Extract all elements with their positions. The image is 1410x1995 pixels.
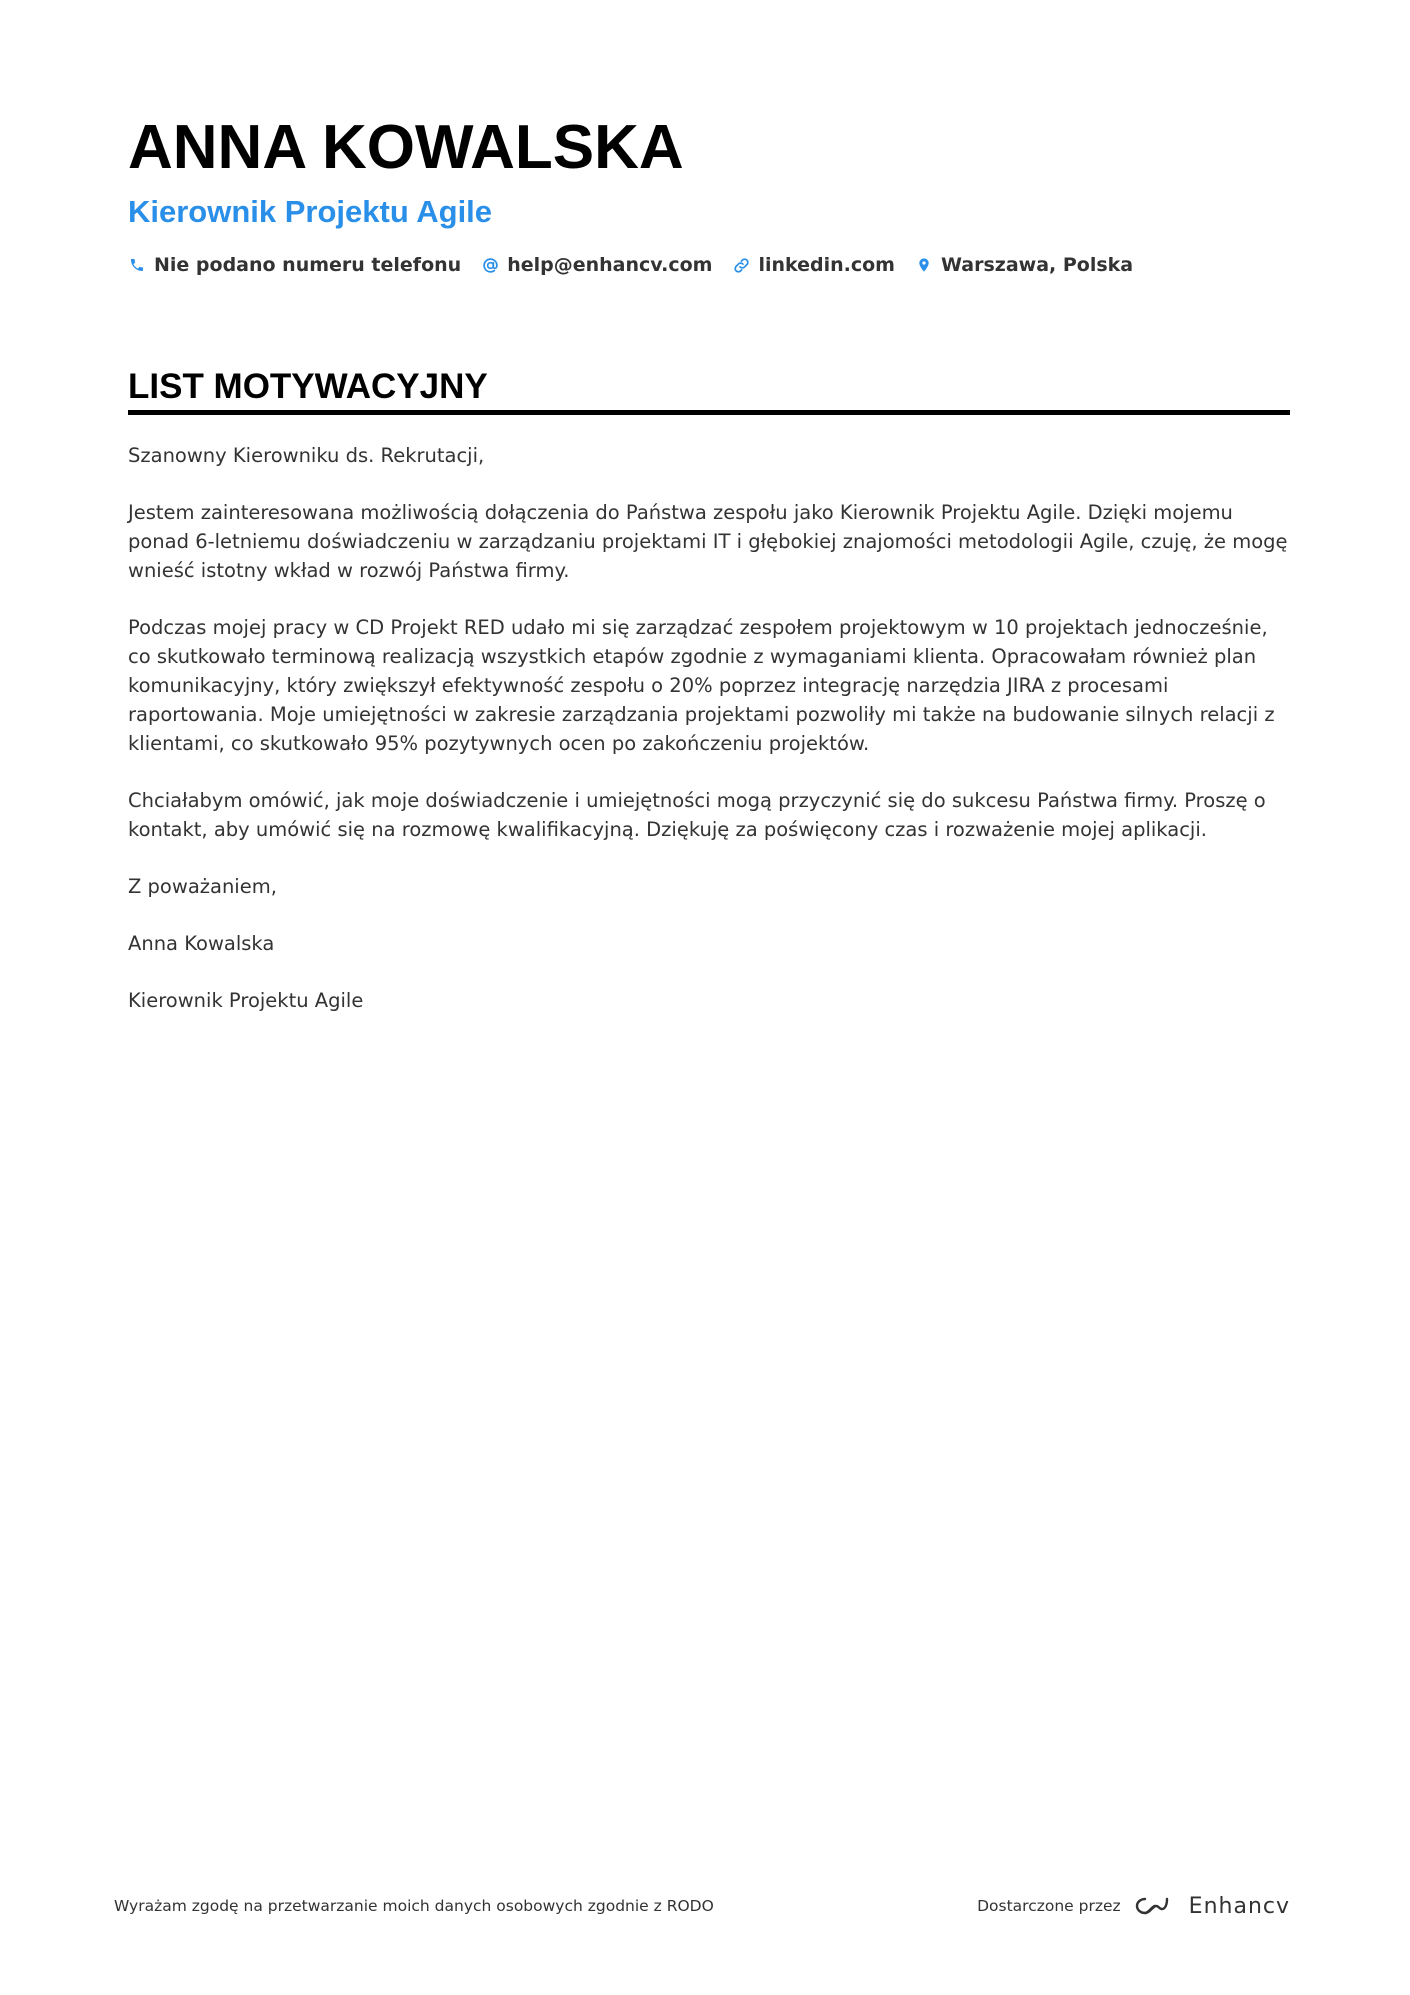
enhancv-logo-icon xyxy=(1131,1893,1179,1919)
brand-name[interactable]: Enhancv xyxy=(1188,1893,1290,1919)
footer xyxy=(114,1893,1290,1919)
letter-paragraph: Podczas mojej pracy w CD Projekt RED udało mi się zarządzać zespołem projektowym w 10 projektach jednocześnie, co skutkowało terminową realizacją wszystkich etapów zgodnie z wymaganiami klienta. Opracowałam również plan komunikacyjny, który zwiększył efektywność zespołu o 20% poprzez integrację narzędzia JIRA z procesami raportowania. Moje umiejętności w zakresie zarządzania projektami pozwoliły mi także na budowanie silnych relacji z klientami, co skutkowało 95% pozytywnych ocen po zakończeniu projektów. xyxy=(128,616,1275,755)
email-text[interactable]: help@enhancv.com xyxy=(507,254,713,276)
gdpr-consent: Wyrażam zgodę na przetwarzanie moich danych osobowych zgodnie z RODO xyxy=(114,1897,714,1915)
job-title: Kierownik Projektu Agile xyxy=(128,194,493,229)
letter-paragraph: Jestem zainteresowana możliwością dołączenia do Państwa zespołu jako Kierownik Projektu Agile. Dzięki mojemu ponad 6-letniemu doświadczeniu w zarządzaniu projektami IT i głębokiej znajomości metodologii Agile, czuję, że mogę wnieść istotny wkład w rozwój Państwa firmy. xyxy=(128,501,1288,582)
phone-icon xyxy=(128,256,146,274)
location-text: Warszawa, Polska xyxy=(940,254,1134,276)
section-divider xyxy=(128,410,1290,415)
letter-paragraph: Chciałabym omówić, jak moje doświadczenie i umiejętności mogą przyczynić się do sukcesu Państwa firmy. Proszę o kontakt, aby umówić się na rozmowę kwalifikacyjną. Dziękuję za poświęcony czas i rozważenie mojej aplikacji. xyxy=(128,789,1266,841)
linkedin-text[interactable]: linkedin.com xyxy=(758,254,895,276)
brand-credit[interactable] xyxy=(977,1893,1290,1919)
section-title: LIST MOTYWACYJNY xyxy=(128,367,488,406)
closing: Z poważaniem, xyxy=(128,875,277,898)
signature-name: Anna Kowalska xyxy=(128,932,275,955)
powered-by-text: Dostarczone przez xyxy=(977,1897,1121,1915)
location-pin-icon xyxy=(915,256,933,274)
salutation: Szanowny Kierowniku ds. Rekrutacji, xyxy=(128,444,485,467)
at-icon xyxy=(481,256,499,274)
phone-text: Nie podano numeru telefonu xyxy=(154,254,462,276)
link-icon xyxy=(732,256,750,274)
cover-letter-section xyxy=(128,364,1290,1043)
candidate-name: ANNA KOWALSKA xyxy=(128,113,684,182)
contact-location xyxy=(915,254,1133,276)
contact-email[interactable] xyxy=(481,254,712,276)
contact-linkedin[interactable] xyxy=(732,254,895,276)
header xyxy=(128,108,1288,276)
contact-bar xyxy=(128,254,1288,276)
contact-phone xyxy=(128,254,461,276)
letter-body xyxy=(128,441,1290,1015)
signature-title: Kierownik Projektu Agile xyxy=(128,989,364,1012)
